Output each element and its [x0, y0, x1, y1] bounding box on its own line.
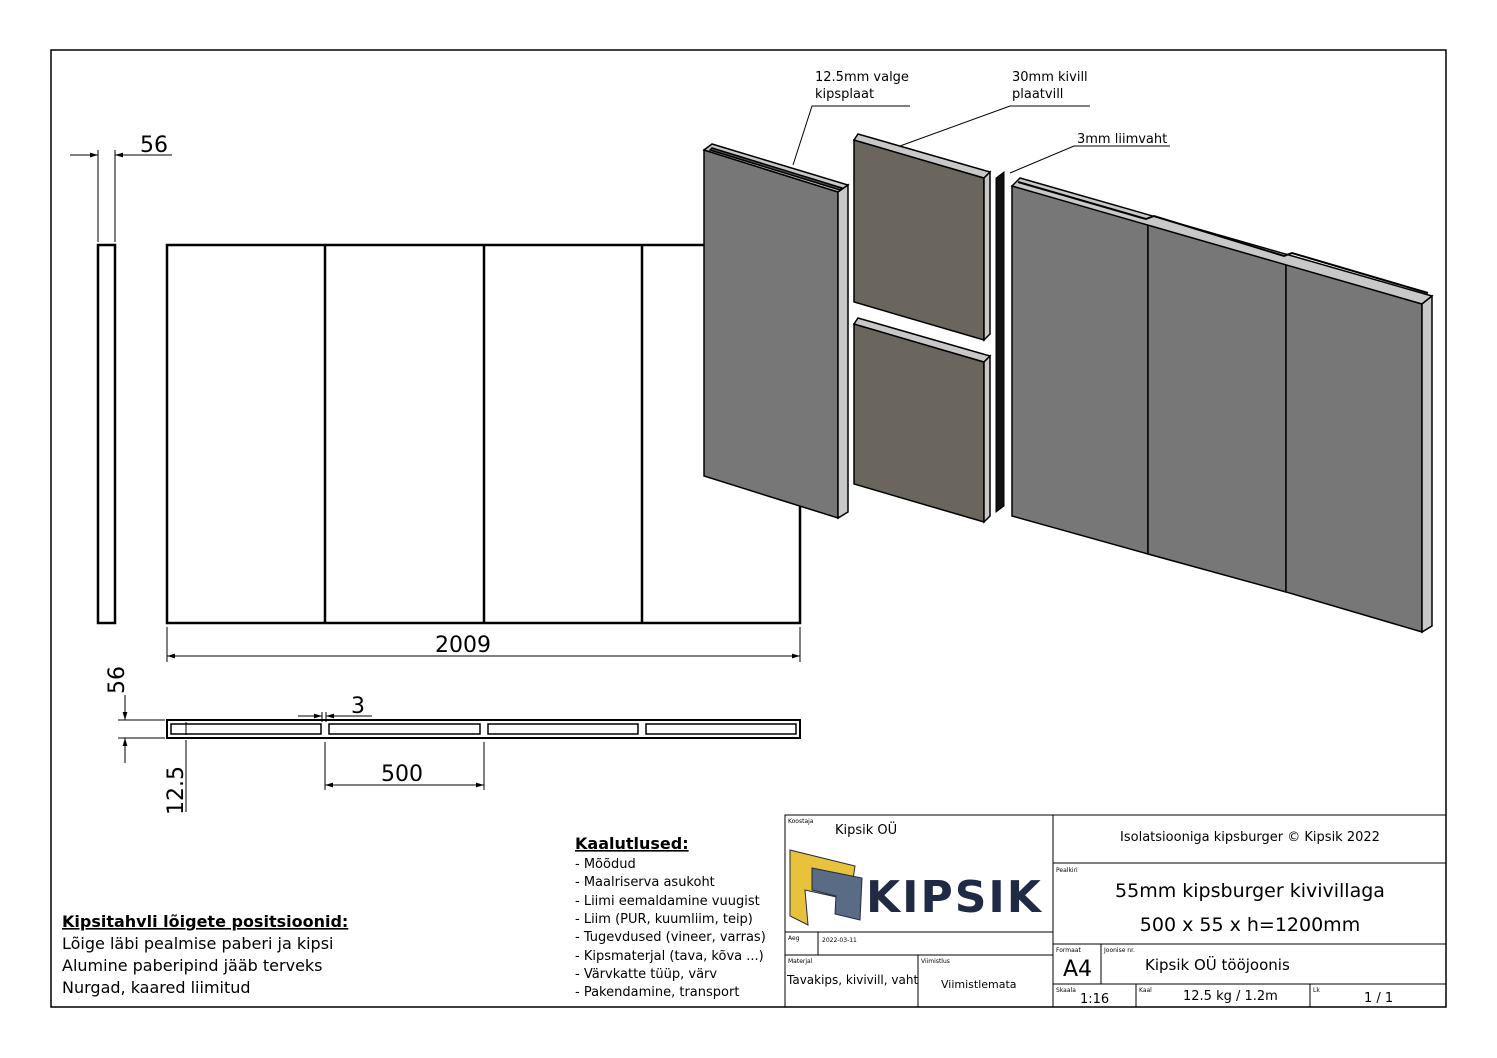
tb-heading-line2: 500 x 55 x h=1200mm	[1139, 914, 1361, 936]
dim-side-thickness	[70, 150, 172, 242]
kipsik-logo-icon	[790, 850, 862, 925]
considerations-title: Kaalutlused:	[575, 834, 689, 853]
tb-date: 2022-03-11	[822, 937, 857, 944]
iso-glue-strip	[996, 172, 1004, 512]
considerations-item: - Pakendamine, transport	[575, 985, 740, 1000]
tb-sheet-label: Lk	[1313, 987, 1320, 994]
tb-format-label: Formaat	[1056, 947, 1081, 954]
tb-drawing-no-label: Joonise nr.	[1104, 947, 1135, 954]
iso-back-board	[1012, 178, 1432, 632]
considerations-item: - Liim (PUR, kuumliim, teip)	[575, 912, 753, 927]
tb-finish-label: Viimistlus	[921, 958, 950, 965]
dim-side-thickness-label: 56	[140, 133, 168, 158]
callout-gypsum-line1: 12.5mm valge	[815, 70, 909, 85]
tb-author: Kipsik OÜ	[835, 823, 898, 838]
tb-weight-label: Kaal	[1139, 987, 1152, 994]
cut-notes-title: Kipsitahvli lõigete positsioonid:	[62, 912, 349, 931]
tb-scale: 1:16	[1080, 992, 1110, 1007]
tb-format: A4	[1063, 957, 1093, 982]
dim-total-width-label: 2009	[435, 633, 491, 658]
dim-panel-width-label: 500	[381, 762, 423, 787]
section-view	[167, 720, 800, 738]
iso-wool-lower	[854, 318, 990, 522]
exploded-isometric	[704, 134, 1432, 632]
tb-material-label: Materjal	[788, 958, 813, 965]
considerations-item: - Liimi eemaldamine vuugist	[575, 894, 760, 909]
tb-project: Isolatsiooniga kipsburger © Kipsik 2022	[1120, 830, 1380, 845]
tb-weight: 12.5 kg / 1.2m	[1183, 989, 1278, 1004]
tb-drawing-no: Kipsik OÜ tööjoonis	[1145, 956, 1290, 974]
tb-date-label: Aeg	[788, 935, 800, 942]
dim-board-thickness-label: 12.5	[164, 766, 189, 815]
considerations-item: - Tugevdused (vineer, varras)	[575, 930, 766, 945]
tb-material: Tavakips, kivivill, vaht	[787, 973, 919, 987]
tb-heading-label: Pealkiri	[1056, 867, 1078, 874]
dim-section-thickness	[118, 695, 165, 763]
callout-gypsum-line2: kipsplaat	[815, 87, 875, 102]
iso-gypsum-board	[704, 144, 848, 518]
cut-notes-line: Nurgad, kaared liimitud	[62, 978, 251, 997]
considerations-list	[575, 834, 766, 1000]
cut-notes-line: Alumine paberipind jääb terveks	[62, 956, 323, 975]
dim-section-thickness-label: 56	[105, 666, 130, 694]
cut-notes-line: Lõige läbi pealmise paberi ja kipsi	[62, 934, 334, 953]
callout-wool-line2: plaatvill	[1012, 87, 1064, 102]
side-view	[98, 245, 115, 623]
tb-heading-line1: 55mm kipsburger kivivillaga	[1115, 880, 1385, 902]
callout-glue-gap: 3mm liimvaht	[1077, 132, 1168, 147]
tb-scale-label: Skaala	[1056, 987, 1076, 994]
iso-wool-upper	[854, 134, 990, 340]
considerations-item: - Värvkatte tüüp, värv	[575, 967, 718, 982]
tb-author-label: Koostaja	[788, 818, 814, 825]
callout-wool-line1: 30mm kivill	[1012, 70, 1088, 85]
considerations-item: - Mõõdud	[575, 857, 636, 872]
considerations-item: - Maalriserva asukoht	[575, 875, 715, 890]
considerations-item: - Kipsmaterjal (tava, kõva ...)	[575, 949, 764, 964]
tb-sheet: 1 / 1	[1364, 991, 1394, 1006]
tb-finish: Viimistlemata	[941, 978, 1017, 991]
cut-notes	[62, 912, 348, 997]
dim-gap-label: 3	[351, 694, 365, 719]
tb-logo-text: KIPSIK	[866, 872, 1043, 923]
